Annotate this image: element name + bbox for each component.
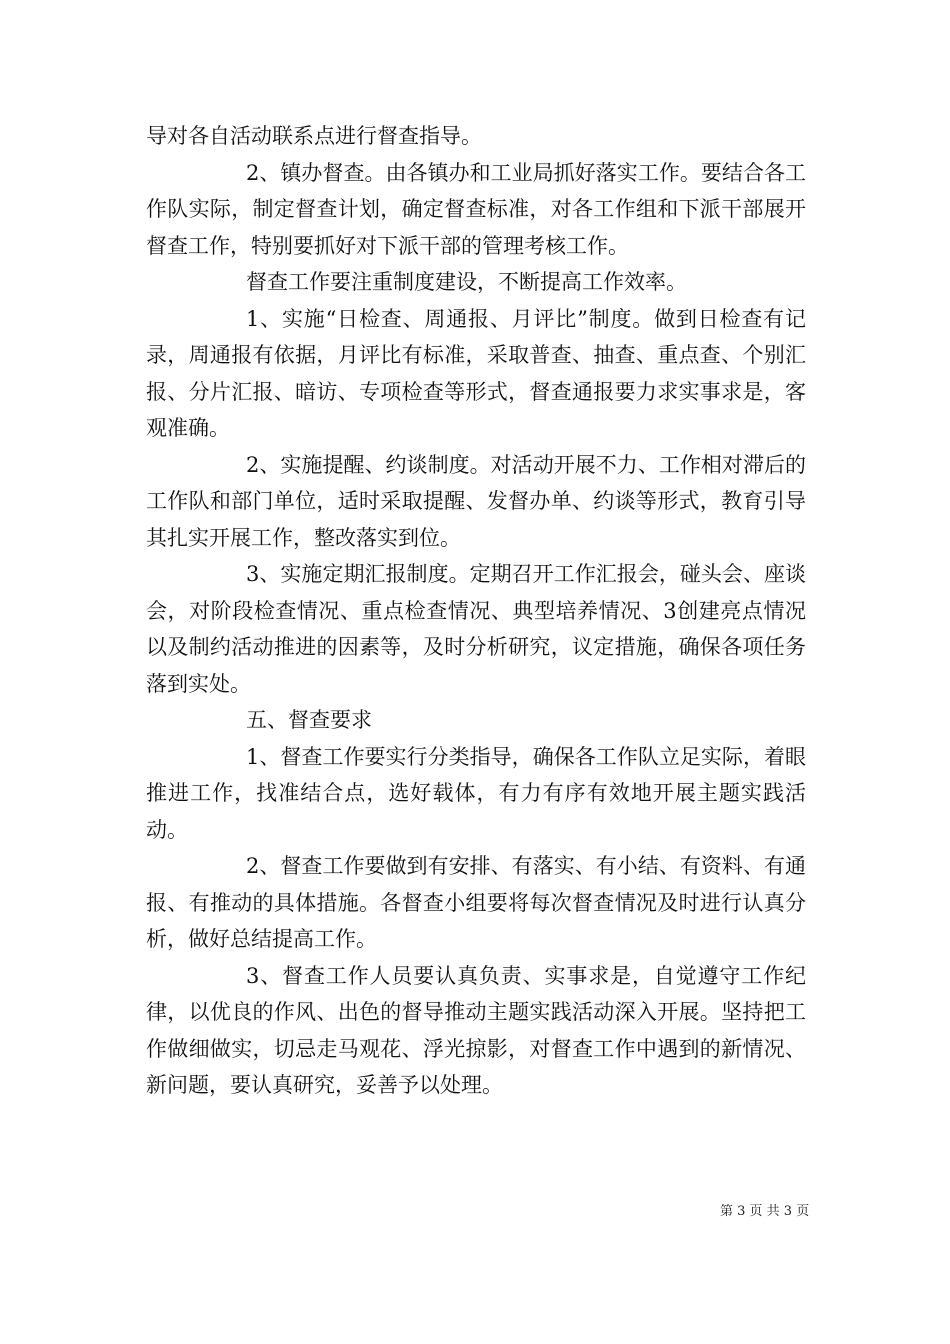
paragraph-requirement-3: 3、督查工作人员要认真负责、实事求是，自觉遵守工作纪律，以优良的作风、出色的督导推动主题实践活动深入开展。坚持把工作做细做实，切忌走马观花、浮光掠影，对督查工作中遇到的新情况、新问题，要认真研究，妥善予以处理。: [146, 963, 806, 1097]
page-number: 第 3 页 共 3 页: [720, 1204, 810, 1219]
paragraph-system-building: 督查工作要注重制度建设，不断提高工作效率。: [246, 270, 687, 294]
section-heading-requirements: 五、督查要求: [246, 708, 372, 732]
paragraph-requirement-2: 2、督查工作要做到有安排、有落实、有小结、有资料、有通报、有推动的具体措施。各督查小组要将每次督查情况及时进行认真分析，做好总结提高工作。: [146, 854, 806, 951]
paragraph-report-system: 3、实施定期汇报制度。定期召开工作汇报会，碰头会、座谈会，对阶段检查情况、重点检查情况、典型培养情况、3创建亮点情况以及制约活动推进的因素等，及时分析研究，议定措施，确保各项任务落到实处。: [146, 562, 806, 696]
paragraph-daily-check-system: 1、实施“日检查、周通报、月评比”制度。做到日检查有记录，周通报有依据，月评比有标准，采取普查、抽查、重点查、个别汇报、分片汇报、暗访、专项检查等形式，督查通报要力求实事求是，客观准确。: [146, 306, 806, 440]
paragraph-requirement-1: 1、督查工作要实行分类指导，确保各工作队立足实际，着眼推进工作，找准结合点，选好载体，有力有序有效地开展主题实践活动。: [146, 744, 806, 842]
document-body: [146, 118, 806, 1104]
paragraph-reminder-system: 2、实施提醒、约谈制度。对活动开展不力、工作相对滞后的工作队和部门单位，适时采取提醒、发督办单、约谈等形式，教育引导其扎实开展工作，整改落实到位。: [146, 452, 806, 550]
paragraph-continuation: 导对各自活动联系点进行督查指导。: [146, 124, 482, 148]
paragraph-town-supervision: 2、镇办督查。由各镇办和工业局抓好落实工作。要结合各工作队实际，制定督查计划，确定督查标准，对各工作组和下派干部展开督查工作，特别要抓好对下派干部的管理考核工作。: [146, 160, 806, 258]
